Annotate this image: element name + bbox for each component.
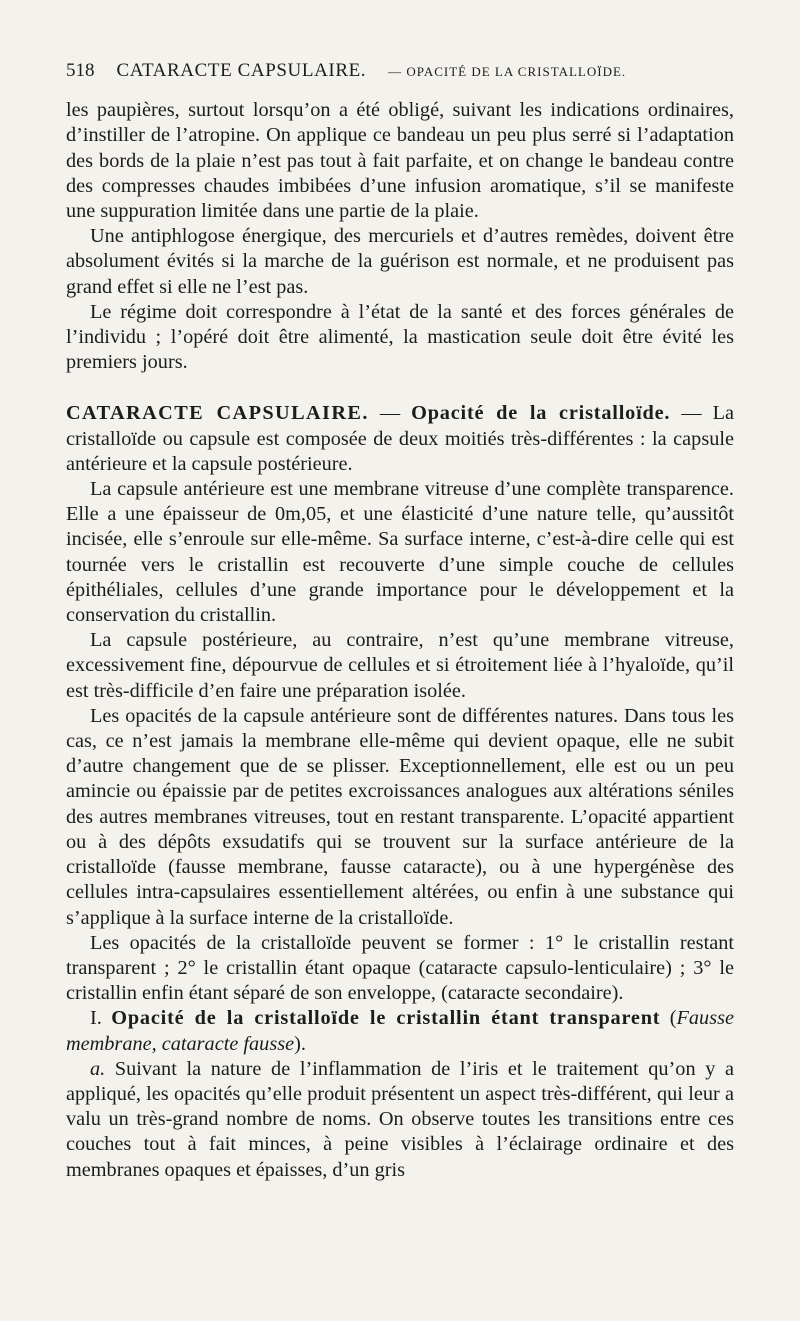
subsection-number: I. bbox=[90, 1007, 112, 1030]
paragraph-8: Les opacités de la cristalloïde peuvent se former : 1° le cristallin restant transparent ; 2° le cristallin étant opaque (cataracte capsulo-lenticulaire) ; 3° le cristallin enfin étant séparé de son enveloppe, (cataracte secondaire). bbox=[66, 931, 734, 1005]
subsection-title: Opacité de la cristalloïde le cristallin étant transparent bbox=[111, 1007, 661, 1030]
section-intro: La cristalloïde ou capsule est composée de deux moitiés très-différentes : la capsule antérieure et la capsule postérieure. bbox=[66, 402, 735, 475]
paragraph-6: La capsule postérieure, au contraire, n’est qu’une membrane vitreuse, excessivement fine, dépourvue de cellules et si étroitement liée à l’hyaloïde, qu’il est très-difficile d’en faire une préparation isolée. bbox=[66, 629, 734, 702]
subsection-close: ). bbox=[294, 1032, 306, 1055]
paragraph-7: Les opacités de la capsule antérieure sont de différentes natures. Dans tous les cas, ce n’est jamais la membrane elle-même qui devient opaque, elle ne subit d’autre changement que de se plisser. Exceptionnellement, elle est ou un peu amincie ou épaissie par de petites excroissances analogues aux altérations séniles des autres membranes vitreuses, tout en restant transparente. L’opacité appartient ou à des dépôts exsudatifs qui se trouvent sur la surface antérieure de la cristalloïde (fausse membrane, fausse cataracte), ou à une hypergénèse des cellules intra-capsulaires essentiellement altérées, ou enfin à une substance qui s’applique à la surface interne de la cristalloïde. bbox=[66, 704, 734, 929]
subsection-italic: Fausse membrane, cataracte fausse bbox=[66, 1007, 734, 1055]
section-dash: — bbox=[368, 402, 412, 425]
paragraph-2: Une antiphlogose énergique, des mercuriels et d’autres remèdes, doivent être absolument évités si la marche de la guérison est normale, et ne produisent pas grand effet si elle ne l’est pas. bbox=[66, 225, 734, 298]
section-subtitle: Opacité de la cristalloïde. bbox=[411, 402, 671, 425]
section-heading bbox=[66, 401, 734, 477]
paragraph-3: Le régime doit correspondre à l’état de la santé et des forces générales de l’individu ; l’opéré doit être alimenté, la mastication seule doit être évité les premiers jours. bbox=[66, 300, 734, 374]
paragraph-1: les paupières, surtout lorsqu’on a été obligé, suivant les indications ordinaires, d’instiller de l’atropine. On applique ce bandeau un peu plus serré si l’adaptation des bords de la plaie n’est pas tout à fait parfaite, et on change le bandeau contre des compresses chaudes imbibées d’une infusion aromatique, s’il se manifeste une suppuration limitée dans une partie de la plaie. bbox=[66, 99, 734, 223]
section-title: CATARACTE CAPSULAIRE. bbox=[66, 402, 369, 425]
paragraph-10-text: Suivant la nature de l’inflammation de l’iris et le traitement qu’on y a appliqué, les opacités qu’elle produit présentent un aspect très-différent, qui leur a valu un très-grand nombre de noms. On observe toutes les transitions entre ces couches tout à fait minces, à peine visibles à l’éclairage ordinaire et des membranes opaques et épaisses, d’un gris bbox=[66, 1057, 734, 1181]
subsection-open: ( bbox=[660, 1007, 677, 1030]
paragraph-10-label: a. bbox=[90, 1057, 106, 1080]
paragraph-5: La capsule antérieure est une membrane vitreuse d’une complète transparence. Elle a une épaisseur de 0m,05, et une élasticité d’une nature telle, qu’aussitôt incisée, elle s’enroule sur elle-même. Sa surface interne, c’est-à-dire celle qui est tournée vers le cristallin est recouverte d’une simple couche de cellules épithéliales, cellules d’une grande importance pour le développement et la conservation du cristallin. bbox=[66, 478, 734, 627]
running-title: CATARACTE CAPSULAIRE. bbox=[116, 60, 367, 81]
paragraph-10 bbox=[66, 1057, 734, 1183]
running-subtitle: — OPACITÉ DE LA CRISTALLOÏDE. bbox=[388, 64, 627, 79]
section-dash-2: — bbox=[670, 402, 713, 425]
running-head bbox=[66, 58, 734, 84]
page-number: 518 bbox=[66, 60, 95, 81]
subsection-heading bbox=[66, 1006, 734, 1056]
